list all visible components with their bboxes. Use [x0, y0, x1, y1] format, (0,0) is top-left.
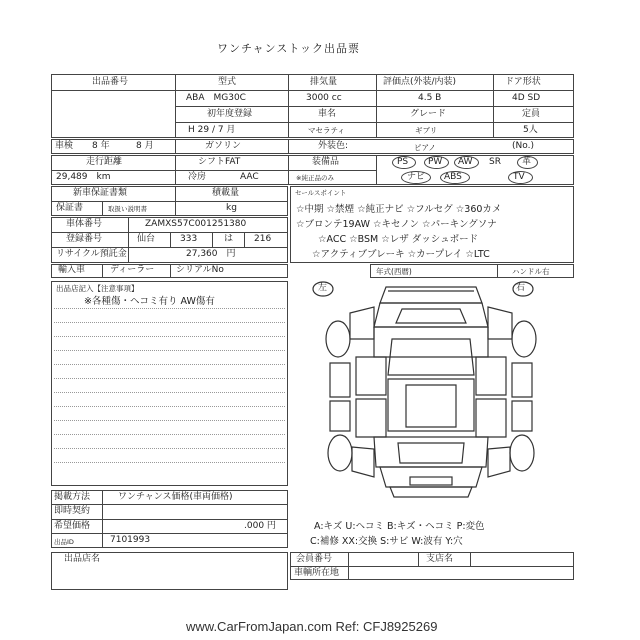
capacity-value: 5人: [523, 125, 538, 135]
notes-box: [51, 281, 288, 486]
chassis-value: ZAMXS57C001251380: [145, 219, 247, 229]
sheet-title: ワンチャンストック出品票: [217, 42, 361, 55]
sales-point-line: ☆中期 ☆禁煙 ☆純正ナビ ☆フルセグ ☆360カメ: [296, 204, 502, 215]
import-label: 輸入車: [58, 265, 86, 275]
registration-label: 登録番号: [66, 234, 103, 244]
color-no: (No.): [512, 141, 534, 151]
equip-note: ※純正品のみ: [296, 174, 334, 182]
shaken-row: [51, 139, 574, 154]
model-value: ABA MG30C: [186, 93, 246, 103]
registration-region: 仙台: [137, 234, 156, 244]
displacement-value: 3000 cc: [306, 93, 342, 103]
notes-line: ※各種傷・ヘコミ有り AW傷有: [84, 296, 215, 307]
equip-label: 装備品: [312, 157, 340, 167]
equip-leather: 革: [522, 157, 532, 167]
aircon-label: 冷房: [188, 172, 207, 182]
sales-point-line: ☆ACC ☆BSM ☆レザ ダッシュボード: [318, 234, 479, 245]
registration-class: 333: [180, 234, 198, 244]
recycle-value: 27,360 円: [186, 249, 236, 259]
car-name-value: マセラティ: [308, 126, 345, 135]
location-label: 車輌所在地: [294, 568, 340, 578]
aircon-value: AAC: [240, 172, 259, 182]
legend-line: C:補修 XX:交換 S:サビ W:波有 Y:穴: [310, 536, 463, 547]
warranty-label: 新車保証書類: [73, 188, 128, 198]
shaken-year: 8 年: [92, 141, 110, 151]
score-label: 評価点(外装/内装): [383, 77, 457, 87]
serial-label: シリアルNo: [176, 265, 224, 275]
first-reg-value: H 29 / 7 月: [188, 125, 236, 135]
diagram-left-label: 左: [318, 283, 328, 293]
equip-abs: ABS: [444, 172, 462, 182]
grade-value: ギブリ: [415, 126, 438, 135]
grade-label: グレード: [410, 109, 447, 119]
reserve-value: .000 円: [244, 521, 276, 531]
sales-points-label: セールスポイント: [295, 189, 347, 197]
method-value: ワンチャンス価格(車両価格): [118, 492, 233, 502]
registration-kana: は: [224, 234, 234, 244]
equip-aw: AW: [458, 157, 473, 167]
door-label: ドア形状: [505, 77, 541, 87]
door-value: 4D SD: [512, 93, 541, 103]
handle-label: ハンドル右: [512, 267, 550, 276]
equip-sr: SR: [489, 157, 501, 167]
notes-label: 出品店記入【注意事項】: [56, 284, 139, 293]
id-value: 7101993: [110, 535, 151, 545]
member-label: 会員番号: [296, 554, 333, 564]
equip-tv: TV: [513, 172, 525, 182]
score-value: 4.5 B: [418, 93, 442, 103]
fuel-value: ガソリン: [205, 141, 242, 151]
equip-pw: PW: [428, 157, 443, 167]
footer-reference: www.CarFromJapan.com Ref: CFJ8925269: [186, 619, 438, 634]
first-reg-label: 初年度登録: [207, 109, 253, 119]
immediate-label: 即時契約: [54, 506, 91, 516]
mileage-label: 走行距離: [86, 157, 123, 167]
maint-note: 取扱い説明書: [108, 205, 147, 213]
shaken-label: 車検: [55, 141, 74, 151]
dealer-label: ディーラー: [110, 265, 155, 275]
registration-number: 216: [254, 234, 272, 244]
shaken-month: 8 月: [136, 141, 154, 151]
reserve-label: 希望価格: [54, 521, 91, 531]
legend-line: A:キズ U:ヘコミ B:キズ・ヘコミ P:変色: [314, 521, 485, 532]
diagram-right-label: 右: [516, 283, 526, 293]
branch-label: 支店名: [426, 554, 454, 564]
color-label: 外装色:: [318, 141, 349, 151]
sales-point-line: ☆アクティブブレーキ ☆カープレイ ☆LTC: [312, 249, 490, 260]
maint-label: 保証書: [56, 203, 84, 213]
displacement-label: 排気量: [310, 77, 338, 87]
dealer-label: 出品店名: [64, 554, 101, 564]
car-name-label: 車名: [318, 109, 337, 119]
shift-label: シフトFAT: [198, 157, 241, 167]
load-unit: kg: [226, 203, 237, 213]
method-label: 掲載方法: [54, 492, 91, 502]
model-label: 型式: [218, 77, 237, 87]
color-value: ピアノ: [414, 143, 436, 152]
equip-ps: PS: [397, 157, 409, 167]
equip-navi: ナビ: [407, 172, 426, 182]
mileage-value: 29,489 km: [56, 172, 111, 182]
load-label: 積載量: [212, 188, 240, 198]
car-diagram: [290, 281, 574, 521]
chassis-label: 車体番号: [66, 219, 103, 229]
year-label: 年式(西暦): [376, 267, 412, 276]
sales-point-line: ☆ブロンテ19AW ☆キセノン ☆パーキングソナ: [296, 219, 497, 230]
capacity-label: 定員: [522, 109, 541, 119]
recycle-label: リサイクル預託金: [56, 249, 127, 259]
id-label: 出品ID: [54, 538, 74, 546]
lot-number-label: 出品番号: [92, 77, 129, 87]
